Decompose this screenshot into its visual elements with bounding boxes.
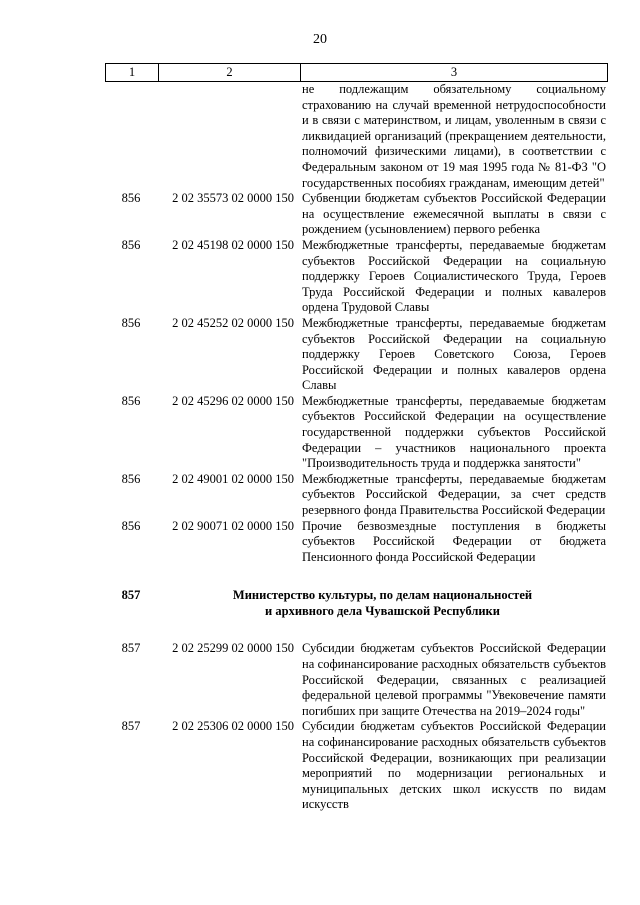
section-title-line-2: и архивного дела Чувашской Республики (265, 604, 500, 619)
kbk-code: 2 02 35573 02 0000 150 (172, 191, 294, 206)
header-col-3: 3 (301, 64, 608, 82)
table-row (105, 472, 608, 519)
kbk-code: 2 02 45198 02 0000 150 (172, 237, 294, 252)
table-row (105, 519, 608, 566)
income-description: Межбюджетные трансферты, передаваемые бюджетам субъектов Российской Федерации на осуществление государственной поддержки субъектов Российской Федерации – участников национального проекта "Производительность труда и поддержка занятости" (302, 393, 606, 471)
admin-code: 856 (121, 393, 141, 408)
table-header (105, 63, 608, 82)
admin-code: 856 (121, 471, 141, 486)
income-description: Межбюджетные трансферты, передаваемые бюджетам субъектов Российской Федерации, за счет средств резервного фонда Правительства Российской Федерации (302, 471, 606, 518)
table-body (105, 82, 608, 813)
income-description: Прочие безвозмездные поступления в бюджеты субъектов Российской Федерации от бюджета Пенсионного фонда Российской Федерации (302, 518, 606, 564)
kbk-code: 2 02 25299 02 0000 150 (172, 641, 294, 656)
table-row (105, 719, 608, 813)
table-row (105, 238, 608, 316)
table-row (105, 394, 608, 472)
admin-code: 856 (121, 518, 141, 533)
kbk-code: 2 02 45252 02 0000 150 (172, 315, 294, 330)
section-code: 857 (121, 588, 141, 603)
income-description: Межбюджетные трансферты, передаваемые бюджетам субъектов Российской Федерации на социальную поддержку Героев Социалистического Труда, Героев Труда Российской Федерации и полных кавалеров ордена Трудовой Славы (302, 237, 606, 315)
header-col-1: 1 (106, 64, 159, 82)
income-description: Субсидии бюджетам субъектов Российской Федерации на софинансирование расходных обязательств субъектов Российской Федерации, возникающих при реализации мероприятий по модернизации региональных и муниципальных детских школ искусств по видам искусств (302, 719, 606, 812)
kbk-code: 2 02 45296 02 0000 150 (172, 393, 294, 408)
admin-code: 856 (121, 191, 141, 206)
income-description: Субсидии бюджетам субъектов Российской Федерации на софинансирование расходных обязательств субъектов Российской Федерации, связанных с реализацией федеральной целевой программы "Увековечение памяти погибших при защите Отечества на 2019–2024 годы" (302, 641, 606, 718)
admin-code: 856 (121, 237, 141, 252)
continuation-text: не подлежащим обязательному социальному страхованию на случай временной нетрудоспособности и в связи с материнством, и лицам, уволенным в связи с ликвидацией организаций (прекращением деятельности, полномочий физическими лицами), в соответствии с Федеральным законом от 19 мая 1995 года № 81-ФЗ "О государственных пособиях гражданам, имеющим детей" (302, 82, 606, 190)
kbk-code: 2 02 25306 02 0000 150 (172, 719, 294, 734)
table-row (105, 191, 608, 238)
admin-code: 856 (121, 315, 141, 330)
header-col-2: 2 (159, 64, 301, 82)
table-row (105, 82, 608, 191)
page-number: 20 (313, 32, 327, 47)
section-heading (105, 587, 608, 619)
kbk-code: 2 02 49001 02 0000 150 (172, 471, 294, 486)
income-description: Субвенции бюджетам субъектов Российской Федерации на осуществление ежемесячной выплаты в связи с рождением (усыновлением) первого ребенка (302, 191, 606, 237)
admin-code: 857 (121, 719, 141, 734)
kbk-code: 2 02 90071 02 0000 150 (172, 518, 294, 533)
section-title-line-1: Министерство культуры, по делам национальностей (232, 588, 533, 603)
table-row (105, 316, 608, 394)
income-description: Межбюджетные трансферты, передаваемые бюджетам субъектов Российской Федерации на социальную поддержку Героев Советского Союза, Героев Российской Федерации и полных кавалеров ордена Славы (302, 315, 606, 393)
admin-code: 857 (121, 641, 141, 656)
table-row (105, 641, 608, 719)
